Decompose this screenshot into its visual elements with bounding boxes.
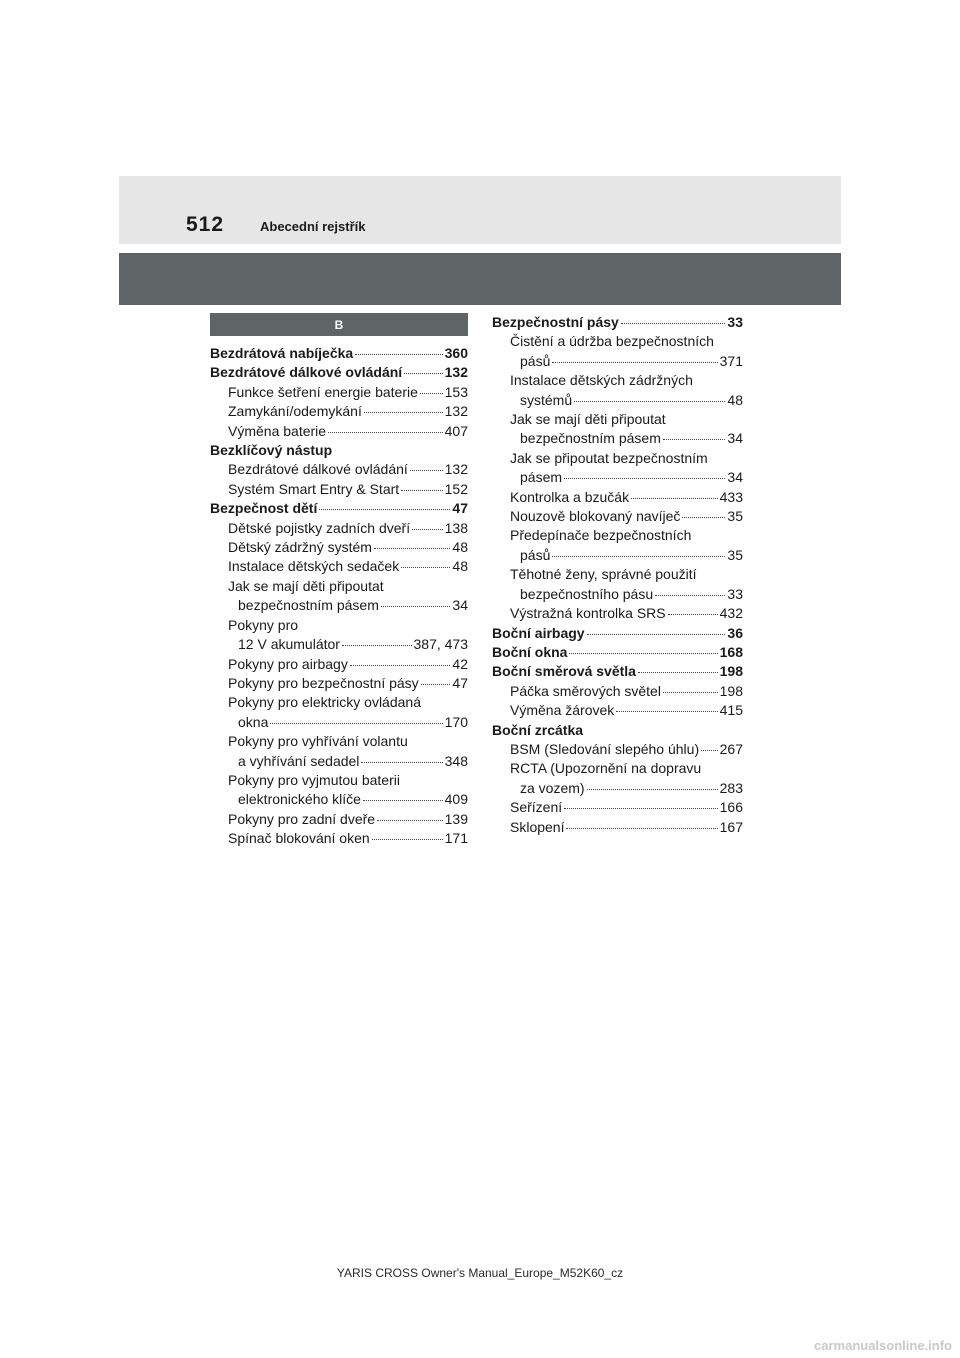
index-entry bbox=[210, 402, 468, 421]
index-entry-label: bezpečnostním pásem bbox=[238, 597, 379, 614]
leader-dots bbox=[663, 692, 718, 693]
leader-dots bbox=[552, 556, 725, 557]
index-entry-page: 198 bbox=[719, 682, 743, 699]
leader-dots bbox=[363, 800, 443, 801]
index-entry-page: 267 bbox=[719, 740, 743, 757]
index-entry-label: Boční zrcátka bbox=[492, 721, 584, 738]
index-entry bbox=[210, 557, 468, 576]
index-entry-page: 153 bbox=[444, 383, 468, 400]
index-entry bbox=[492, 798, 743, 817]
index-entry-page: 132 bbox=[444, 403, 468, 420]
index-entry-page: 34 bbox=[452, 597, 468, 614]
index-entry-page: 415 bbox=[719, 702, 743, 719]
index-entry-label: Páčka směrových světel bbox=[510, 682, 661, 699]
index-entry-label: Jak se mají děti připoutat bbox=[510, 411, 666, 428]
index-entry-label: Boční okna bbox=[492, 643, 568, 660]
index-entry bbox=[210, 829, 468, 848]
leader-dots bbox=[631, 498, 718, 499]
index-entry-label: pásem bbox=[520, 469, 563, 486]
index-entry bbox=[210, 616, 468, 635]
index-entry-label: za vozem) bbox=[520, 779, 585, 796]
index-entry-page: 33 bbox=[727, 585, 743, 602]
leader-dots bbox=[374, 548, 450, 549]
page-number: 512 bbox=[186, 213, 225, 236]
index-entry-label: pásů bbox=[520, 352, 551, 369]
index-entry bbox=[210, 538, 468, 557]
index-entry-page: 409 bbox=[444, 791, 468, 808]
index-entry bbox=[210, 635, 468, 654]
leader-dots bbox=[574, 401, 725, 402]
leader-dots bbox=[270, 723, 442, 724]
index-entry-label: bezpečnostního pásu bbox=[520, 585, 654, 602]
index-entry-page: 132 bbox=[444, 364, 468, 381]
index-entry-label: Dětské pojistky zadních dveří bbox=[228, 519, 411, 536]
index-entry-page: 167 bbox=[719, 818, 743, 835]
index-entry bbox=[492, 565, 743, 584]
leader-dots bbox=[355, 354, 442, 355]
index-entry bbox=[210, 713, 468, 732]
index-entry bbox=[492, 624, 743, 643]
section-title: Abecední rejstřík bbox=[260, 219, 366, 234]
leader-dots bbox=[412, 529, 443, 530]
index-entry-list bbox=[492, 313, 743, 837]
index-entry-page: 34 bbox=[727, 469, 743, 486]
index-entry-page: 47 bbox=[452, 500, 468, 517]
leader-dots bbox=[668, 614, 718, 615]
index-entry-label: Pokyny pro elektricky ovládaná bbox=[228, 694, 421, 711]
index-entry-label: Instalace dětských sedaček bbox=[228, 558, 400, 575]
index-entry-page: 33 bbox=[727, 314, 743, 330]
leader-dots bbox=[564, 478, 725, 479]
leader-dots bbox=[564, 808, 718, 809]
index-entry-label: Pokyny pro bbox=[228, 616, 299, 633]
index-entry-label: Bezklíčový nástup bbox=[210, 442, 333, 459]
index-entry bbox=[210, 363, 468, 382]
index-entry-label: elektronického klíče bbox=[238, 791, 361, 808]
leader-dots bbox=[319, 509, 450, 510]
index-entry bbox=[492, 332, 743, 351]
index-entry-label: bezpečnostním pásem bbox=[520, 430, 661, 447]
index-entry bbox=[210, 674, 468, 693]
index-entry-page: 198 bbox=[719, 663, 743, 680]
index-entry-label: Těhotné ženy, správné použití bbox=[510, 566, 697, 583]
index-entry-page: 170 bbox=[444, 713, 468, 730]
index-entry bbox=[210, 752, 468, 771]
leader-dots bbox=[663, 439, 726, 440]
leader-dots bbox=[372, 839, 443, 840]
index-entry bbox=[210, 441, 468, 460]
index-entry bbox=[492, 410, 743, 429]
index-entry bbox=[210, 344, 468, 363]
leader-dots bbox=[552, 362, 717, 363]
leader-dots bbox=[361, 762, 442, 763]
index-entry bbox=[492, 546, 743, 565]
index-entry-page: 35 bbox=[727, 546, 743, 563]
index-entry-label: Kontrolka a bzučák bbox=[510, 488, 630, 505]
index-entry-label: Výměna žárovek bbox=[510, 702, 615, 719]
index-entry-page: 34 bbox=[727, 430, 743, 447]
index-entry bbox=[210, 655, 468, 674]
leader-dots bbox=[420, 393, 443, 394]
index-entry-page: 283 bbox=[719, 779, 743, 796]
index-entry-label: Pokyny pro zadní dveře bbox=[228, 810, 376, 827]
index-entry-page: 36 bbox=[727, 624, 743, 641]
index-entry-page: 152 bbox=[444, 480, 468, 497]
index-entry-page: 168 bbox=[719, 643, 743, 660]
index-entry-label: systémů bbox=[520, 391, 573, 408]
leader-dots bbox=[404, 373, 442, 374]
index-entry-page: 432 bbox=[719, 605, 743, 622]
index-entry-page: 48 bbox=[452, 558, 468, 575]
leader-dots bbox=[377, 820, 443, 821]
index-entry-page: 48 bbox=[452, 539, 468, 556]
index-entry bbox=[210, 460, 468, 479]
index-entry-label: Bezdrátové dálkové ovládání bbox=[228, 461, 408, 478]
index-letter-heading: B bbox=[210, 313, 468, 336]
index-entry bbox=[210, 577, 468, 596]
index-entry-label: Sklopení bbox=[510, 818, 565, 835]
index-entry bbox=[492, 779, 743, 798]
index-entry bbox=[210, 810, 468, 829]
index-entry-label: Zamykání/odemykání bbox=[228, 403, 362, 420]
watermark: carmanualsonline.info bbox=[814, 1337, 952, 1353]
index-entry-page: 47 bbox=[452, 674, 468, 691]
index-entry-label: Výměna baterie bbox=[228, 422, 327, 439]
leader-dots bbox=[587, 634, 726, 635]
leader-dots bbox=[701, 750, 718, 751]
index-entry-label: Čistění a údržba bezpečnostních bbox=[510, 333, 714, 350]
index-entry bbox=[492, 507, 743, 526]
leader-dots bbox=[328, 432, 443, 433]
index-entry bbox=[210, 693, 468, 712]
leader-dots bbox=[569, 653, 717, 654]
index-entry bbox=[210, 480, 468, 499]
leader-dots bbox=[566, 828, 717, 829]
index-column-left bbox=[210, 313, 468, 849]
index-entry bbox=[210, 519, 468, 538]
index-entry bbox=[210, 383, 468, 402]
index-entry bbox=[492, 488, 743, 507]
index-entry bbox=[492, 740, 743, 759]
index-entry-label: RCTA (Upozornění na dopravu bbox=[510, 760, 702, 777]
leader-dots bbox=[401, 490, 442, 491]
leader-dots bbox=[682, 517, 725, 518]
index-entry bbox=[492, 429, 743, 448]
index-column-right bbox=[492, 313, 743, 837]
index-entry-label: Jak se mají děti připoutat bbox=[228, 577, 384, 594]
index-entry-label: BSM (Sledování slepého úhlu) bbox=[510, 740, 700, 757]
index-entry-page: 166 bbox=[719, 799, 743, 816]
index-entry-label: okna bbox=[238, 713, 269, 730]
index-entry-page: 138 bbox=[444, 519, 468, 536]
index-entry-page: 48 bbox=[727, 391, 743, 408]
index-entry bbox=[492, 526, 743, 545]
leader-dots bbox=[401, 567, 450, 568]
leader-dots bbox=[655, 595, 725, 596]
index-entry-label: a vyhřívání sedadel bbox=[238, 752, 360, 769]
header-divider-band bbox=[119, 253, 841, 305]
index-entry-page: 371 bbox=[719, 352, 743, 369]
index-entry bbox=[492, 643, 743, 662]
index-entry-label: Funkce šetření energie baterie bbox=[228, 383, 418, 400]
index-entry-page: 42 bbox=[452, 655, 468, 672]
index-entry bbox=[492, 313, 743, 332]
index-entry-page: 132 bbox=[444, 461, 468, 478]
header-band bbox=[119, 176, 841, 244]
index-entry-label: Jak se připoutat bezpečnostním bbox=[510, 449, 708, 466]
leader-dots bbox=[342, 645, 412, 646]
leader-dots bbox=[421, 684, 451, 685]
index-entry bbox=[492, 818, 743, 837]
index-entry-label: Instalace dětských zádržných bbox=[510, 372, 693, 389]
index-entry bbox=[210, 422, 468, 441]
index-entry-label: Dětský zádržný systém bbox=[228, 539, 372, 556]
leader-dots bbox=[350, 665, 451, 666]
index-entry-label: Boční airbagy bbox=[492, 624, 585, 641]
index-entry bbox=[210, 790, 468, 809]
index-entry-page: 35 bbox=[727, 508, 743, 525]
index-entry bbox=[492, 604, 743, 623]
index-entry-label: Systém Smart Entry & Start bbox=[228, 480, 400, 497]
index-entry-label: Pokyny pro bezpečnostní pásy bbox=[228, 674, 419, 691]
leader-dots bbox=[587, 789, 718, 790]
index-entry bbox=[492, 682, 743, 701]
index-entry-label: Seřízení bbox=[510, 799, 563, 816]
index-entry-label: Pokyny pro vyhřívání volantu bbox=[228, 733, 408, 750]
leader-dots bbox=[638, 672, 718, 673]
index-entry bbox=[492, 721, 743, 740]
index-entry bbox=[492, 585, 743, 604]
index-entry bbox=[492, 468, 743, 487]
leader-dots bbox=[616, 711, 717, 712]
index-entry-label: Bezpečnostní pásy bbox=[492, 314, 619, 330]
index-entry-page: 387, 473 bbox=[413, 636, 468, 653]
index-entry-label: 12 V akumulátor bbox=[238, 636, 340, 653]
index-entry-label: Boční směrová světla bbox=[492, 663, 636, 680]
index-entry-label: Výstražná kontrolka SRS bbox=[510, 605, 666, 622]
index-entry-label: Bezdrátové dálkové ovládání bbox=[210, 364, 403, 381]
index-entry-label: Spínač blokování oken bbox=[228, 830, 370, 847]
index-entry-label: Nouzově blokovaný navíječ bbox=[510, 508, 681, 525]
index-entry bbox=[492, 352, 743, 371]
index-entry-page: 433 bbox=[719, 488, 743, 505]
index-entry bbox=[492, 371, 743, 390]
index-entry bbox=[492, 701, 743, 720]
index-entry-page: 407 bbox=[444, 422, 468, 439]
index-entry bbox=[210, 732, 468, 751]
index-entry-label: Pokyny pro airbagy bbox=[228, 655, 348, 672]
index-entry bbox=[210, 596, 468, 615]
index-entry-page: 348 bbox=[444, 752, 468, 769]
index-entry bbox=[492, 449, 743, 468]
manual-footer: YARIS CROSS Owner's Manual_Europe_M52K60_cz bbox=[336, 1266, 624, 1280]
index-entry-label: Předepínače bezpečnostních bbox=[510, 527, 692, 544]
index-entry-label: Pokyny pro vyjmutou baterii bbox=[228, 771, 400, 788]
index-entry bbox=[210, 771, 468, 790]
index-entry-label: Bezpečnost dětí bbox=[210, 500, 318, 517]
leader-dots bbox=[381, 606, 451, 607]
index-entry bbox=[492, 759, 743, 778]
index-entry bbox=[210, 499, 468, 518]
index-entry bbox=[492, 391, 743, 410]
index-entry bbox=[492, 662, 743, 681]
index-entry-list bbox=[210, 344, 468, 849]
index-entry-page: 139 bbox=[444, 810, 468, 827]
index-entry-page: 360 bbox=[444, 345, 468, 361]
index-entry-page: 171 bbox=[444, 830, 468, 847]
index-entry-label: pásů bbox=[520, 546, 551, 563]
index-entry-label: Bezdrátová nabíječka bbox=[210, 345, 354, 361]
leader-dots bbox=[364, 412, 443, 413]
leader-dots bbox=[621, 323, 726, 324]
leader-dots bbox=[410, 470, 443, 471]
